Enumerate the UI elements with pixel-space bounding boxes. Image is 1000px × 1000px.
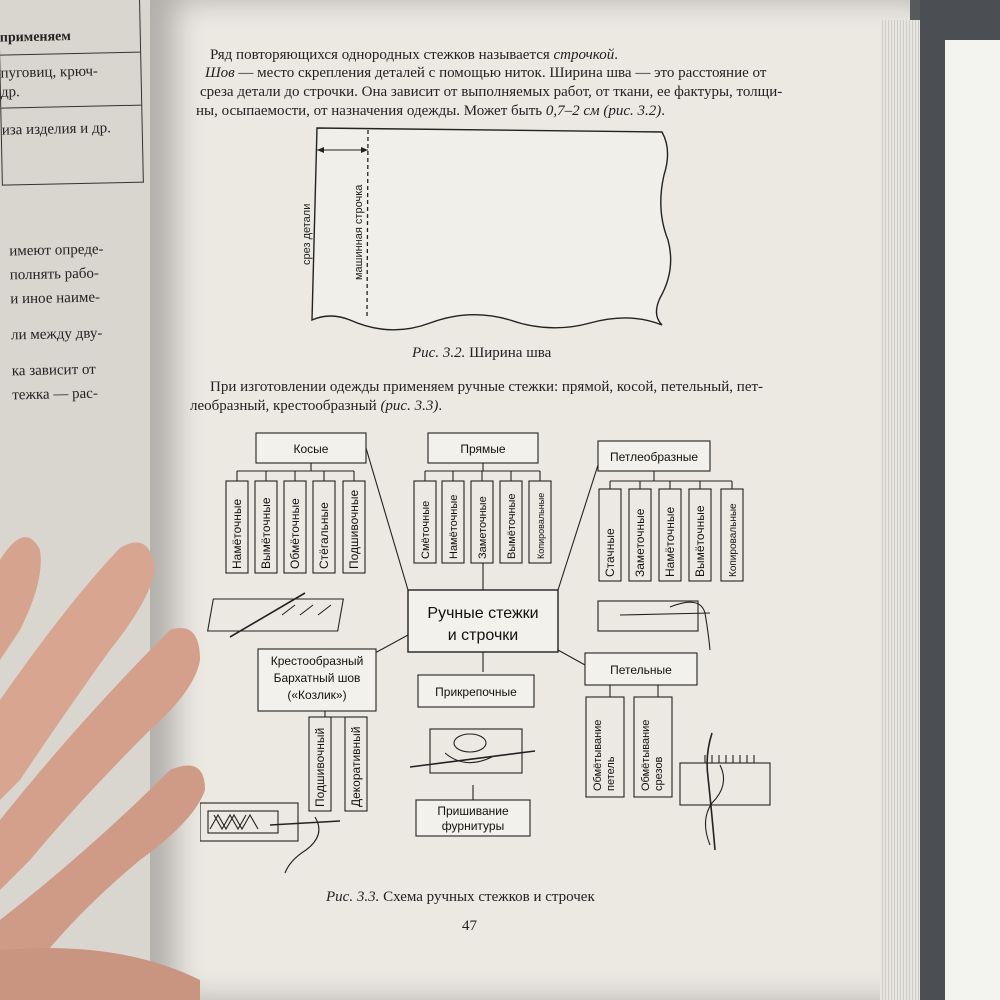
item-label: Обмётывание (640, 719, 652, 791)
button-illustration (410, 729, 535, 773)
table-cell: пуговиц, крюч- (0, 63, 99, 82)
text-line: ка зависит от (11, 361, 96, 380)
text-line: ли между дву- (10, 325, 103, 344)
item-label: Обмёточные (288, 498, 302, 569)
item-label: Намёточные (230, 498, 244, 569)
fig-3-2-caption (412, 344, 551, 364)
item-label: Заметочные (633, 508, 647, 577)
item-label: Подшивочные (347, 489, 361, 569)
item-label: Намёточные (448, 494, 460, 559)
page-edge (880, 20, 920, 1000)
item-label: Смёточные (420, 500, 432, 559)
item-label: Декоративный (349, 726, 363, 807)
finger (0, 537, 41, 660)
caption-text: Ширина шва (469, 345, 552, 361)
caption-number: Рис. 3.3. (326, 889, 380, 905)
fig-3-3-caption (326, 888, 595, 908)
item-label: Копировальные (536, 492, 546, 559)
center-label-line1: Ручные стежки (427, 605, 539, 622)
intro-text: ны, осыпаемости, от назначения одежды. Может быть (196, 103, 546, 119)
table-divider (0, 52, 140, 56)
fig-3-2-drawing (290, 120, 680, 340)
title-straight: Прямые (460, 442, 506, 456)
label-stitch: машинная строчка (353, 184, 365, 280)
left-table (0, 0, 144, 186)
notions-line1: Пришивание (437, 804, 509, 818)
page-number: 47 (462, 918, 477, 934)
para-line (190, 397, 442, 417)
para-text: леобразный, крестообразный (190, 398, 381, 414)
text-line: и иное наиме- (10, 289, 101, 308)
title-loop-like: Петлеобразные (610, 450, 698, 464)
item-label: Подшивочный (313, 727, 327, 807)
item-label: Копировальные (728, 503, 739, 577)
table-divider (1, 105, 141, 109)
intro-text: Ряд повторяющихся однородных стежков называется (210, 47, 550, 63)
item-label: Стачные (603, 528, 617, 577)
title-cross-3: («Козлик») (287, 688, 347, 702)
text-line: тежка — рас- (12, 385, 99, 404)
intro-line (196, 102, 665, 122)
item-label: Вымёточные (259, 497, 273, 569)
item-label: Обмётывание (592, 719, 604, 791)
term-strochka: строчкой (553, 47, 615, 63)
intro-line (210, 46, 618, 66)
text-line: имеют опреде- (9, 241, 104, 260)
table-cell: др. (0, 84, 20, 101)
notions-line2: фурнитуры (441, 819, 505, 833)
center-label-line2: и строчки (447, 627, 519, 644)
palm (0, 948, 200, 1000)
term-shov: Шов (205, 65, 235, 81)
item-label: срезов (653, 756, 665, 791)
seam-width-value: 0,7–2 см (545, 103, 600, 119)
title-buttonhole: Петельные (610, 663, 672, 677)
punct: . (438, 398, 443, 414)
table-cell: иза изделия и др. (1, 120, 112, 139)
figure-ref: (рис. 3.2) (603, 103, 662, 119)
title-fastening: Прикрепочные (435, 685, 517, 699)
fig-3-3-scheme (200, 425, 800, 880)
paper-sheet (945, 40, 1000, 1000)
item-label: петель (605, 756, 617, 791)
text-line: полнять рабо- (9, 265, 100, 284)
item-label: Стёгальные (317, 502, 331, 569)
caption-number: Рис. 3.2. (412, 345, 466, 361)
title-cross-2: Бархатный шов (273, 671, 361, 685)
buttonhole-illustration (680, 733, 770, 850)
item-label: Намёточные (663, 506, 677, 577)
needle-illustration-loop (598, 601, 710, 650)
item-label: Вымёточные (506, 493, 518, 559)
intro-text: — место скрепления деталей с помощью ниток. Ширина шва — это расстояние от (234, 65, 767, 81)
fabric-outline (312, 128, 671, 330)
para-line: При изготовлении одежды применяем ручные стежки: прямой, косой, петельный, пет- (210, 379, 764, 395)
intro-line (205, 64, 766, 84)
title-oblique: Косые (293, 442, 329, 456)
item-label: Заметочные (477, 496, 489, 559)
title-cross-1: Крестообразный (270, 654, 364, 668)
figure-ref: (рис. 3.3) (380, 398, 439, 414)
item-label: Вымёточные (693, 505, 707, 577)
hand (0, 520, 240, 1000)
intro-line: среза детали до строчки. Она зависит от выполняемых работ, от ткани, ее фактуры, толщи- (200, 84, 783, 100)
caption-text: Схема ручных стежков и строчек (383, 889, 595, 905)
punct: . (661, 103, 666, 119)
label-edge: срез детали (301, 203, 313, 265)
table-header: применяем (0, 29, 72, 46)
punct: . (614, 47, 618, 63)
